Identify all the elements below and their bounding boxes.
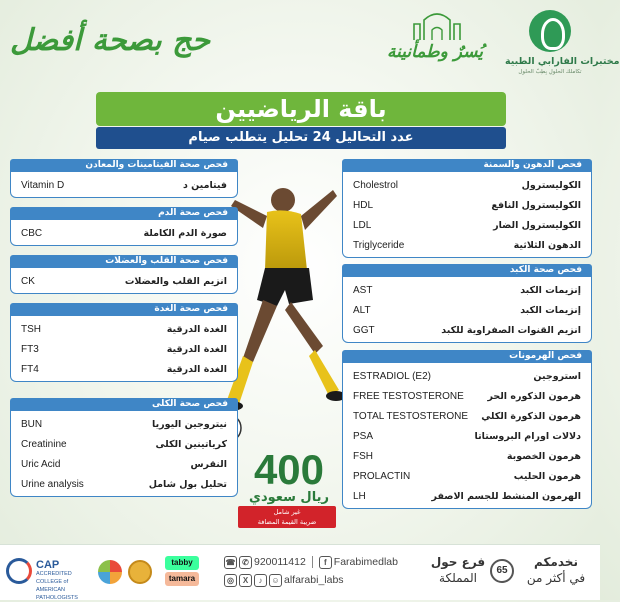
divider: [312, 556, 313, 568]
test-name: النقرس: [190, 458, 227, 470]
snapchat-icon[interactable]: ☺: [269, 574, 282, 587]
test-row: [353, 280, 581, 300]
gold-seal-icon: [128, 560, 152, 584]
payment-options: [165, 556, 199, 588]
test-row: [353, 300, 581, 320]
campaign-logo: [380, 10, 490, 72]
test-code: Triglyceride: [353, 239, 405, 251]
test-code: LDL: [353, 219, 372, 231]
price-currency: ريال سعودي: [249, 490, 329, 505]
test-name: هرمون الذكورة الكلي: [481, 410, 581, 422]
test-code: LH: [353, 490, 366, 502]
panel-kidney: [10, 398, 238, 497]
test-row: [353, 486, 581, 506]
test-code: FSH: [353, 450, 373, 462]
test-name: فيتامين د: [182, 179, 227, 191]
cap-ring-icon: [6, 558, 32, 584]
test-code: Vitamin D: [21, 179, 65, 191]
cap-small: COLLEGE of AMERICAN PATHOLOGISTS: [36, 579, 78, 601]
test-name: الكوليسترول: [521, 179, 581, 191]
panel-heading: فحص صحة القلب والعضلات: [10, 255, 238, 268]
test-code: TOTAL TESTOSTERONE: [353, 410, 469, 422]
test-code: FT3: [21, 343, 39, 355]
test-name: هرمون الذكوره الحر: [487, 390, 581, 402]
test-code: PROLACTIN: [353, 470, 411, 482]
test-code: FT4: [21, 363, 39, 375]
test-name: انزيم القلب والعضلات: [124, 275, 227, 287]
test-name: الغدة الدرقية: [166, 323, 227, 335]
test-code: AST: [353, 284, 373, 296]
test-name: صورة الدم الكاملة: [143, 227, 227, 239]
facebook-handle[interactable]: Farabimedlab: [333, 556, 398, 568]
test-code: PSA: [353, 430, 374, 442]
test-name: الكوليسترول النافع: [491, 199, 581, 211]
tiktok-icon[interactable]: ♪: [254, 574, 267, 587]
panel-blood: [10, 207, 238, 246]
test-code: GGT: [353, 324, 375, 336]
test-code: ESTRADIOL (E2): [353, 370, 431, 382]
test-name: الغدة الدرقية: [166, 363, 227, 375]
test-code: Creatinine: [21, 438, 67, 450]
panel-hormones: [342, 350, 592, 509]
test-code: FREE TESTOSTERONE: [353, 390, 464, 402]
test-name: هرمون الخصوبة: [506, 450, 581, 462]
test-row: [353, 466, 581, 486]
panel-heading: فحص صحة الفيتامينات والمعادن: [10, 159, 238, 172]
instagram-icon[interactable]: ◎: [224, 574, 237, 587]
test-row: [353, 406, 581, 426]
test-row: [353, 235, 581, 255]
x-icon[interactable]: X: [239, 574, 252, 587]
test-name: الغدة الدرقية: [166, 343, 227, 355]
vat-note: [238, 506, 336, 528]
phone-number[interactable]: 920011412: [254, 556, 306, 568]
test-name: تحليل بول شامل: [148, 478, 227, 490]
lab-tagline: تكاملك الحلولِ بِطِبّ الحلول: [518, 69, 582, 75]
panel-liver: [342, 264, 592, 343]
test-code: ALT: [353, 304, 371, 316]
test-name: نيتروجين اليوريا: [152, 418, 227, 430]
test-row: [353, 320, 581, 340]
test-code: CK: [21, 275, 35, 287]
panel-heading: فحص الهرمونات: [342, 350, 592, 363]
test-row: [353, 175, 581, 195]
branches-text-left-1: نخدمكم: [534, 555, 578, 569]
branch-count: 65: [490, 559, 514, 583]
test-name: استروجين: [533, 370, 581, 382]
test-row: [21, 359, 227, 379]
panel-heading: فحص صحة الدم: [10, 207, 238, 220]
test-name: كرياتينين الكلى: [155, 438, 227, 450]
panel-vitamins: [10, 159, 238, 198]
test-code: TSH: [21, 323, 41, 335]
test-row: [353, 215, 581, 235]
test-name: الدهون الثلاثية: [513, 239, 581, 251]
test-row: [353, 195, 581, 215]
panel-heart: [10, 255, 238, 294]
tabby-logo[interactable]: tabby: [165, 556, 199, 570]
campaign-text: يُسرٌ وطمأنينة: [386, 42, 484, 62]
facebook-icon[interactable]: f: [319, 556, 332, 569]
price-amount: 400: [253, 446, 325, 493]
branches-text-right-2: المملكة: [439, 571, 477, 585]
test-row: [21, 175, 227, 195]
lab-logo: [505, 10, 620, 90]
test-code: BUN: [21, 418, 43, 430]
tamara-logo[interactable]: tamara: [165, 572, 199, 586]
test-code: HDL: [353, 199, 374, 211]
test-row: [21, 414, 227, 434]
test-row: [21, 223, 227, 243]
test-name: دلالات اورام البروستاتا: [474, 430, 581, 442]
lab-name: مختبرات الفارابي الطبية: [505, 56, 620, 67]
mosque-icon: [410, 10, 464, 40]
branches-info: [430, 553, 595, 593]
test-row: [353, 386, 581, 406]
panel-heading: فحص صحة الغدة: [10, 303, 238, 316]
social-handle[interactable]: alfarabi_labs: [284, 574, 344, 586]
test-name: الهرمون المنشط للجسم الاصفر: [431, 490, 581, 502]
whatsapp-icon[interactable]: ✆: [239, 556, 252, 569]
test-row: [21, 434, 227, 454]
test-name: انزيم القنوات الصفراوية للكبد: [441, 324, 581, 336]
slogan: حج بصحة أفضل: [10, 23, 211, 58]
contact-info: [224, 553, 424, 593]
cap-title: CAP: [36, 559, 60, 571]
test-name: إنزيمات الكبد: [520, 304, 581, 316]
panel-heading: فحص صحة الكلى: [10, 398, 238, 411]
test-name: الكوليسترول الضار: [493, 219, 581, 231]
test-name: هرمون الحليب: [513, 470, 581, 482]
package-subtitle: عدد التحاليل 24 تحليل يتطلب صيام: [96, 127, 506, 149]
test-row: [21, 474, 227, 494]
panel-lipids: [342, 159, 592, 258]
branches-text-right-1: فرع حول: [430, 555, 486, 569]
test-code: Uric Acid: [21, 458, 61, 470]
vat-line-2: ضريبة القيمة المضافة: [257, 518, 317, 526]
test-code: CBC: [21, 227, 43, 239]
phone-icon[interactable]: ☎: [225, 557, 236, 567]
test-row: [21, 271, 227, 291]
branches-text-left-2: في أكثر من: [526, 571, 586, 585]
panel-heading: فحص الدهون والسمنة: [342, 159, 592, 172]
test-code: Cholestrol: [353, 179, 399, 191]
lab-emblem-icon: [529, 10, 571, 52]
panel-heading: فحص صحة الكبد: [342, 264, 592, 277]
test-name: إنزيمات الكبد: [520, 284, 581, 296]
test-row: [21, 339, 227, 359]
test-row: [353, 426, 581, 446]
package-title: باقة الرياضيين: [96, 92, 506, 126]
cap-sub: ACCREDITED: [36, 571, 72, 577]
test-row: [353, 366, 581, 386]
test-row: [21, 319, 227, 339]
panel-thyroid: [10, 303, 238, 382]
test-row: [21, 454, 227, 474]
accreditation-badge-icon: [98, 560, 122, 584]
test-code: Urine analysis: [21, 478, 84, 490]
test-row: [353, 446, 581, 466]
vat-line-1: غير شامل: [273, 508, 301, 516]
cap-accreditation-logo: [6, 556, 96, 601]
